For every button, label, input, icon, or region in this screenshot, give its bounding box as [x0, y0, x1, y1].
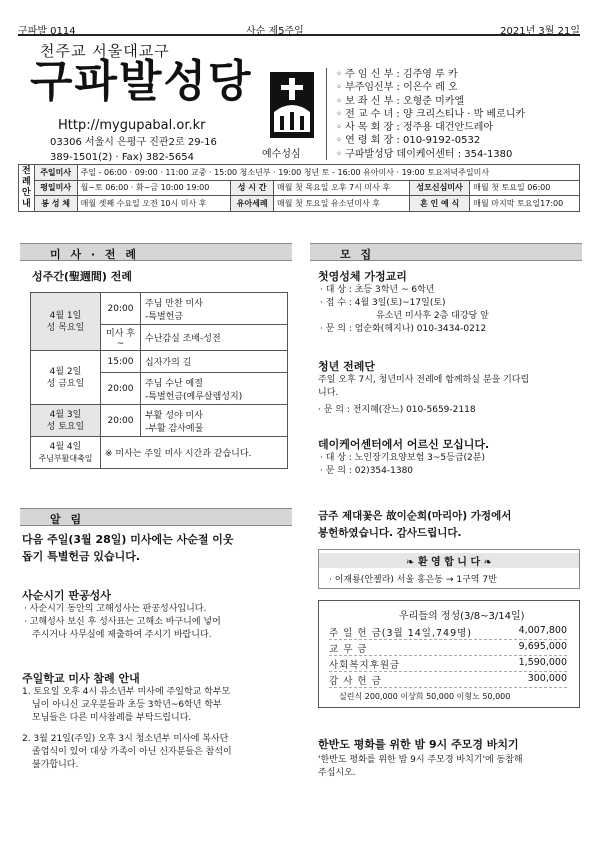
schedule-text: 월~토 06:00 · 화~금 10:00 19:00	[77, 180, 231, 196]
confession-title: 사순시기 판공성사	[22, 589, 111, 602]
diocese-name: 천주교 서울대교구	[40, 42, 170, 60]
liturgical-season: 사순 제5주일	[246, 26, 304, 37]
schedule-label: 주일미사	[34, 165, 77, 181]
schedule-text: 매월 셋째 수요일 오전 10시 미사 후	[77, 196, 231, 212]
schedule-label: 성모신심미사	[409, 180, 469, 196]
welcome-box	[318, 549, 580, 589]
welcome-item: · 이재룡(안젤라) 서울 홍은동 → 1구역 7반	[329, 575, 497, 585]
schedule-label: 유아세례	[231, 196, 274, 212]
offering-row: 감 사 헌 금 300,000	[329, 673, 567, 687]
schedule-text: 매월 첫 토요일 06:00	[470, 180, 580, 196]
event-cell: ※ 미사는 주일 미사 시간과 같습니다.	[101, 437, 288, 469]
text-line: · 사순시기 동안의 고해성사는 판공성사입니다.	[24, 604, 207, 614]
address-line: 03306 서울시 은평구 진관2로 29-16	[50, 137, 217, 148]
text-line: · 고해성사 보신 후 성사표는 고해소 바구니에 넣어	[24, 617, 221, 627]
staff-item: ◦ 부주임신부 : 이은수 레 오	[336, 82, 458, 94]
staff-item: ◦ 보 좌 신 부 : 오형준 미카엘	[336, 95, 465, 107]
prayer-title: 한반도 평화를 위한 밤 9시 주모경 바치기	[318, 738, 519, 751]
text-line: 니다.	[318, 388, 339, 398]
time-cell: 15:00	[101, 351, 141, 373]
offering-row: 주 일 헌 금(3월 14일,749명) 4,007,800	[329, 625, 567, 639]
youth-liturgy-title: 청년 전례단	[318, 360, 375, 373]
text-line: · 접 수 : 4월 3일(토)~17일(토)	[320, 298, 446, 308]
time-cell: 20:00	[101, 373, 141, 405]
text-line: 주시거나 사무실에 제출하여 주시기 바랍니다.	[32, 630, 212, 640]
event-cell: 주님 만찬 미사 -특별헌금	[141, 293, 288, 325]
text-line: 모님들은 다른 미사참례를 부탁드립니다.	[32, 713, 192, 723]
confession-body	[24, 603, 221, 642]
church-logo-icon	[270, 72, 314, 138]
staff-item: ◦ 구파발성당 데이케어센터 : 354-1380	[336, 148, 513, 160]
event-cell: 십자가의 길	[141, 351, 288, 373]
bulletin-date: 2021년 3월 21일	[500, 26, 580, 37]
offering-title: 우리들의 정성(3/8~3/14일)	[399, 611, 525, 622]
text-line: · 대 상 : 노인장기요양보험 3~5등급(2분)	[320, 453, 485, 463]
staff-item: ◦ 연 령 회 장 : 010-9192-0532	[336, 135, 481, 147]
time-cell: 20:00	[101, 293, 141, 325]
staff-item: ◦ 전 교 수 녀 : 양 크리스티나 · 박 베로니카	[336, 108, 526, 120]
day-cell: 4월 3일 성 토요일	[31, 405, 101, 437]
offering-row: 교 무 금 9,695,000	[329, 641, 567, 655]
section-header-mass: 미 사 · 전 례	[20, 243, 292, 261]
notice-lead-line: 돕기 특별헌금 있습니다.	[22, 550, 141, 563]
day-cell: 4월 2일 성 금요일	[31, 351, 101, 405]
liturgy-schedule-table	[18, 164, 580, 212]
text-line: 주십시오.	[318, 768, 356, 778]
schedule-text: 매월 첫 토요일 유소년미사 후	[274, 196, 410, 212]
offering-box	[318, 600, 580, 708]
text-line: 불가합니다.	[32, 760, 79, 770]
time-cell: 20:00	[101, 405, 141, 437]
issue-number: 구파발 0114	[18, 26, 76, 37]
section-header-notice: 알 림	[20, 508, 292, 526]
top-bar	[18, 22, 580, 36]
text-line: 졸업식이 있어 대상 가족이 아닌 신자분들은 참석이	[32, 747, 232, 757]
staff-item: ◦ 주 임 신 부 : 김주영 루 카	[336, 69, 458, 80]
section-header-gather: 모 집	[310, 243, 582, 261]
text-line: 주일 오후 7시, 청년미사 전례에 함께하실 분을 기다립	[318, 375, 530, 385]
text-line: · 문 의 : 02)354-1380	[320, 466, 414, 476]
staff-list	[336, 68, 525, 161]
schedule-label: 봉 성 체	[34, 196, 77, 212]
notice-lead	[22, 531, 234, 565]
notice-lead-line: 다음 주일(3월 28일) 미사에는 사순절 이웃	[22, 533, 234, 546]
header-divider	[326, 68, 327, 160]
time-cell: 미사 후~	[101, 325, 141, 351]
daycare-title: 데이케어센터에서 어르신 모십니다.	[318, 438, 490, 451]
daycare-body	[320, 452, 485, 478]
event-cell: 주님 수난 예절 -특별헌금(예루살렘성지)	[141, 373, 288, 405]
text-line: 님이 아니신 교우분들과 초등 3학년~6학년 학부	[32, 700, 222, 710]
first-communion-title: 첫영성체 가정교리	[318, 270, 407, 283]
text-line: 2. 3월 21일(주일) 오후 3시 청소년부 미사에 복사단	[22, 734, 229, 744]
logo-caption: 예수성심	[262, 149, 301, 160]
text-line: 유소년 미사후 2층 대강당 앞	[376, 311, 489, 321]
text-line: · 대 상 : 초등 3학년 ~ 6학년	[320, 285, 435, 295]
schedule-text: 주일 - 06:00 · 09:00 · 11:00 교중 · 15:00 청소년부 · 19:00 청년 토 - 16:00 유아미사 · 19:00 토요저녁주일미사	[77, 165, 579, 181]
parish-title: 구파발성당	[30, 56, 253, 107]
event-cell: 수난감실 조배-성전	[141, 325, 288, 351]
offering-row: 사회복지후원금 1,590,000	[329, 657, 567, 671]
schedule-text: 매월 마지막 토요일17:00	[470, 196, 580, 212]
parish-address	[50, 135, 217, 165]
sunday-school-body	[22, 686, 232, 772]
staff-item: ◦ 사 목 회 장 : 정주용 대건안드레아	[336, 122, 494, 134]
schedule-label: 혼 인 예 식	[409, 196, 469, 212]
text-line: 봉헌하였습니다. 감사드립니다.	[318, 527, 462, 539]
text-line: 금주 제대꽃은 故이순희(마리아) 가정에서	[318, 510, 512, 522]
sunday-school-title: 주일학교 미사 참례 안내	[22, 672, 140, 685]
first-communion-body	[320, 284, 489, 336]
prayer-body	[318, 754, 523, 780]
schedule-label: 평일미사	[34, 180, 77, 196]
phone-line: 389-1501(2) · Fax) 382-5654	[50, 152, 194, 163]
welcome-title: ❧ 환 영 합 니 다 ❧	[319, 553, 579, 568]
text-line: · 문 의 : 전지혜(잔느) 010-5659-2118	[318, 405, 476, 415]
day-cell: 4월 1일 성 목요일	[31, 293, 101, 351]
text-line: 1. 토요일 오후 4시 유소년부 미사에 주일학교 학부모	[22, 687, 231, 697]
offering-donors: 실린식 200,000 이상희 50,000 이형노 50,000	[339, 692, 511, 701]
website-url[interactable]: Http://mygupabal.or.kr	[58, 118, 206, 133]
text-line: · 문 의 : 엄순화(헤지나) 010-3434-0212	[320, 324, 487, 334]
text-line: '한반도 평화를 위한 밤 9시 주모경 바치기'에 동참해	[318, 755, 523, 765]
schedule-side-label: 전례안내	[19, 165, 35, 212]
schedule-text: 매월 첫 목요일 오후 7시 미사 후	[274, 180, 410, 196]
schedule-label: 성 시 간	[231, 180, 274, 196]
holy-week-title: 성주간(聖週間) 전례	[32, 270, 133, 283]
altar-flower-note	[318, 508, 511, 542]
event-cell: 부활 성야 미사 -부활 감사예물	[141, 405, 288, 437]
youth-liturgy-body	[318, 374, 529, 417]
day-cell: 4월 4일 주님부활대축일	[31, 437, 101, 469]
holy-week-table	[30, 292, 288, 469]
